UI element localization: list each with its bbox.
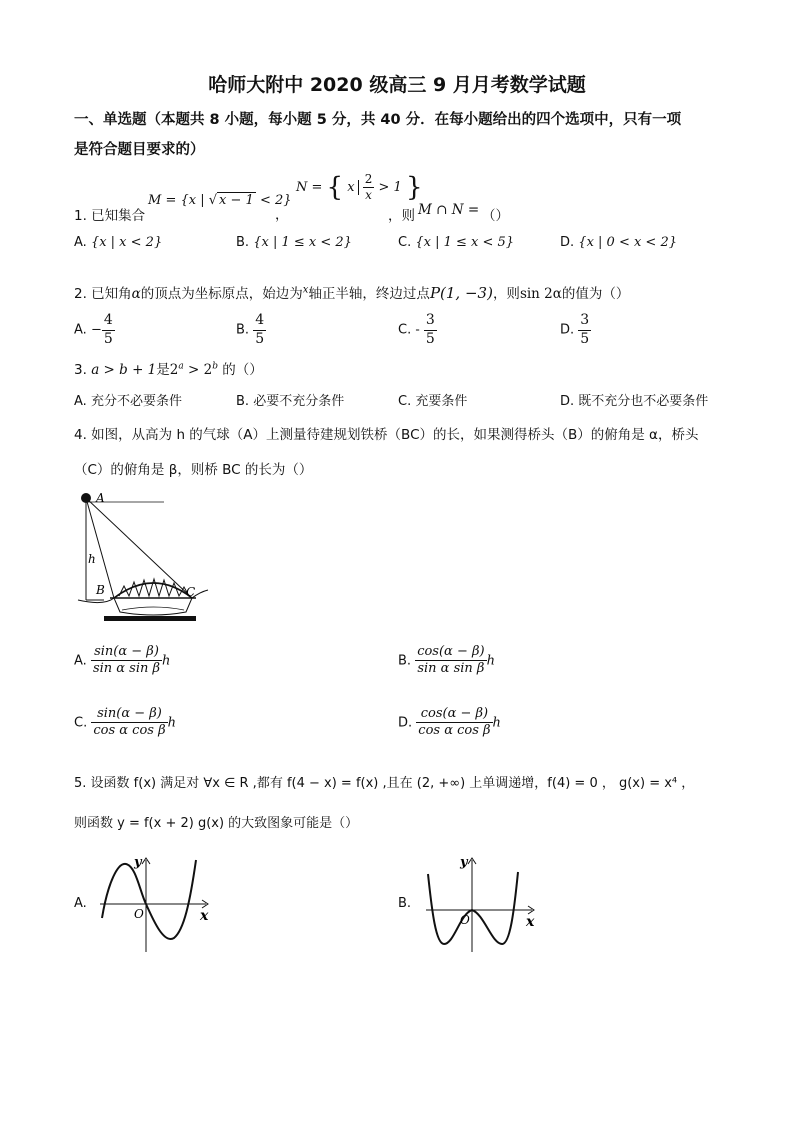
q4-option-d[interactable]: D. $\frac{\cos(\alpha - \beta)}{\text{cos α cos β}}$ h [398, 706, 501, 739]
page-title: 哈师大附中 2020 级高三 9 月月考数学试题 [208, 74, 586, 96]
q5-option-a-graph[interactable] [96, 852, 216, 957]
bridge-truss [119, 579, 189, 596]
q5-option-a-label[interactable]: A. [74, 896, 87, 911]
q4-stem-line1: 4. 如图，从高为 h 的气球（A）上测量待建规划铁桥（BC）的长，如果测得桥头（B）的俯角是 α，桥头 [74, 427, 699, 443]
q1-set-n-rhs: > 1 [378, 180, 402, 195]
q1-set-n-fraction: $\frac{2}{x}$ [364, 172, 373, 202]
q1-set-n: N = { x $\frac{2}{x}$ > 1 } [296, 172, 423, 203]
svg-text:O: O [460, 913, 470, 927]
q1-set-n-var: x [347, 180, 358, 195]
q1-paren: （） [482, 208, 509, 224]
q1-set-m: M = {x | √ x − 1 < 2} [148, 193, 292, 208]
q2-stem: 2. 已知角α的顶点为坐标原点，始边为$^x$轴正半轴，终边过点P(1, −3)，则sin 2α的值为（） [74, 284, 630, 302]
balloon-point-a [81, 493, 91, 503]
q1-stem-prefix: 1. 已知集合 [74, 208, 146, 224]
q5-stem-line1: 5. 设函数 f(x) 满足对 ∀x ∈ R ,都有 f(4 − x) = f(x) ,且在 (2, +∞) 上单调递增，f(4) = 0 ， g(x) = x⁴ ， [74, 776, 695, 791]
section-heading-line2: 是符合题目要求的） [74, 142, 205, 158]
ground-bar [104, 616, 196, 621]
label-c: C [186, 585, 196, 599]
q1-option-c[interactable]: C. {x | 1 ≤ x < 5} [398, 235, 515, 250]
q2-option-a[interactable]: A. − $\frac{4}{5}$ [74, 312, 113, 347]
q2-option-b[interactable]: B. $\frac{4}{5}$ [236, 312, 265, 347]
q4-option-c[interactable]: C. $\frac{\sin(\alpha - \beta)}{\text{cos α cos β}}$ h [74, 706, 176, 739]
q2-option-c[interactable]: C. - $\frac{3}{5}$ [398, 312, 435, 347]
q4-bridge-figure [74, 488, 214, 633]
q1-set-m-rhs: < 2} [259, 193, 292, 208]
q1-stem-suffix: ，则 [388, 208, 415, 224]
q1-set-n-lhs: N = [296, 180, 323, 195]
q5-option-b-graph[interactable] [422, 852, 542, 957]
svg-text:x: x [526, 914, 535, 930]
q3-option-a[interactable]: A. 充分不必要条件 [74, 394, 182, 409]
svg-text:y: y [460, 855, 468, 870]
label-a: A [96, 491, 105, 505]
q3-option-b[interactable]: B. 必要不充分条件 [236, 394, 345, 409]
q5-option-b-label[interactable]: B. [398, 896, 412, 911]
svg-text:x: x [200, 908, 209, 924]
section-heading-line1: 一、单选题（本题共 8 小题，每小题 5 分，共 40 分．在每小题给出的四个选项中，只有一项 [74, 112, 682, 128]
q1-set-m-radicand: x − 1 [219, 193, 254, 208]
q4-option-b[interactable]: B. $\frac{\cos(\alpha - \beta)}{\text{sin α sin β}}$ h [398, 644, 495, 677]
q4-stem-line2: （C）的俯角是 β，则桥 BC 的长为（） [74, 462, 313, 478]
q3-option-d[interactable]: D. 既不充分也不必要条件 [560, 394, 709, 409]
q3-stem: 3. a > b + 1是$2^a > 2^b$ 的（） [74, 361, 263, 378]
q1-set-m-lhs: M = {x | [148, 193, 205, 208]
q2-option-d[interactable]: D. $\frac{3}{5}$ [560, 312, 590, 347]
q1-option-b[interactable]: B. {x | 1 ≤ x < 2} [236, 235, 352, 250]
curve [102, 860, 196, 939]
q1-comma: ， [275, 207, 289, 223]
q1-option-a[interactable]: A. {x | x < 2} [74, 235, 163, 250]
label-h: h [88, 552, 96, 566]
q3-option-c[interactable]: C. 充要条件 [398, 394, 468, 409]
q1-set-expression: M ∩ N = [418, 202, 480, 218]
svg-text:O: O [134, 907, 144, 921]
q1-option-d[interactable]: D. {x | 0 < x < 2} [560, 235, 678, 250]
q4-option-a[interactable]: A. $\frac{\sin(\alpha - \beta)}{\text{sin α sin β}}$ h [74, 644, 171, 677]
q5-stem-line2: 则函数 y = f(x + 2) g(x) 的大致图象可能是（） [74, 816, 359, 831]
svg-text:y: y [134, 855, 142, 870]
label-b: B [96, 583, 105, 597]
curve [428, 872, 518, 944]
